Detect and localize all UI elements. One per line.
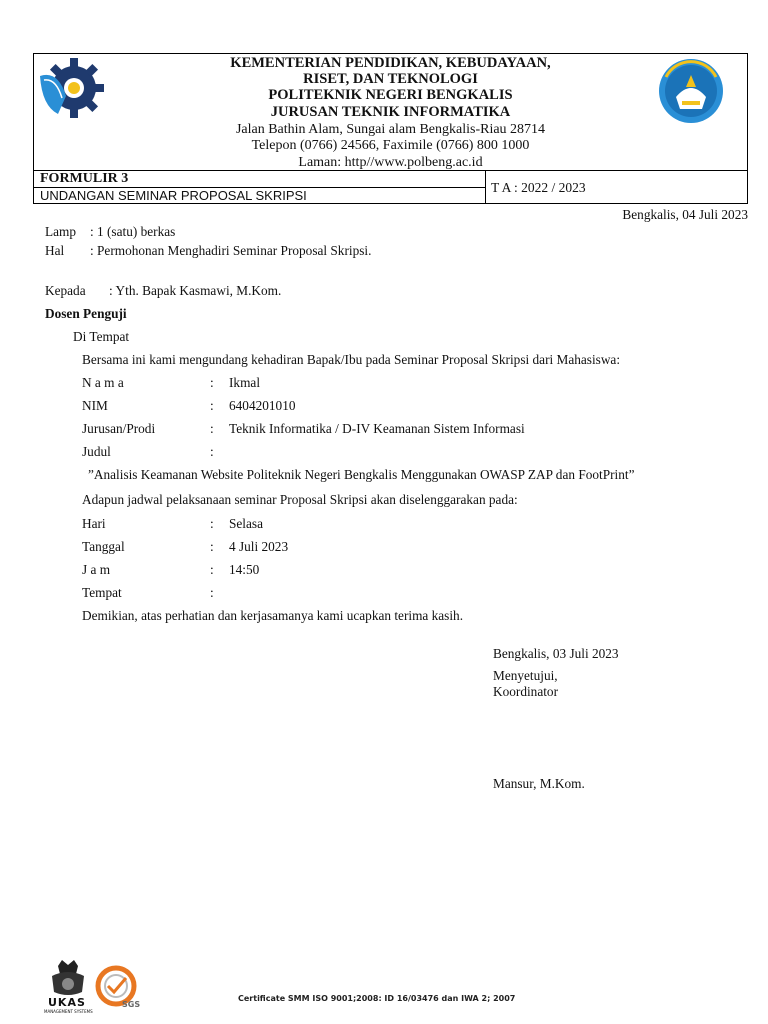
colon: : (210, 398, 214, 413)
student-nim-value: 6404201010 (229, 398, 296, 413)
signature-approval: Menyetujui, (493, 668, 558, 683)
schedule-time-label: J a m (82, 562, 111, 577)
schedule-day-label: Hari (82, 516, 106, 531)
student-name-value: Ikmal (229, 375, 261, 390)
colon: : (210, 375, 214, 390)
thesis-title: ”Analisis Keamanan Website Politeknik Negeri Bengkalis Menggunakan OWASP ZAP dan FootPrint” (88, 467, 635, 482)
phone: Telepon (0766) 24566, Faximile (0766) 800 1000 (251, 138, 530, 153)
schedule-day-value: Selasa (229, 516, 263, 531)
schedule-date-label: Tanggal (82, 539, 125, 554)
sgs-text: SGS (122, 1000, 141, 1009)
schedule-intro: Adapun jadwal pelaksanaan seminar Proposal Skripsi akan diselenggarakan pada: (82, 492, 518, 507)
signature-date: Bengkalis, 03 Juli 2023 (493, 646, 619, 661)
recipient-role: Dosen Penguji (45, 306, 127, 321)
student-prodi-label: Jurusan/Prodi (82, 421, 156, 436)
student-name-label: N a m a (82, 375, 124, 390)
website: Laman: http//www.polbeng.ac.id (298, 155, 483, 170)
closing-text: Demikian, atas perhatian dan kerjasamanya kami ucapkan terima kasih. (82, 608, 464, 623)
form-title: UNDANGAN SEMINAR PROPOSAL SKRIPSI (40, 188, 307, 203)
academic-year: T A : 2022 / 2023 (491, 180, 586, 195)
ministry-line-2: RISET, DAN TEKNOLOGI (303, 71, 478, 87)
lamp-label: Lamp (45, 224, 77, 239)
ukas-subtext: MANAGEMENT SYSTEMS (44, 1009, 93, 1014)
address: Jalan Bathin Alam, Sungai alam Bengkalis-Riau 28714 (235, 122, 546, 137)
form-number: FORMULIR 3 (40, 171, 129, 186)
letterhead-column-divider (485, 170, 486, 203)
lamp-value: : 1 (satu) berkas (90, 224, 176, 239)
colon: : (210, 421, 214, 436)
sgs-logo (94, 962, 144, 1014)
kepada-label: Kepada (45, 283, 86, 298)
schedule-place-label: Tempat (82, 585, 122, 600)
recipient-location: Di Tempat (73, 329, 130, 344)
colon: : (210, 516, 214, 531)
signature-role: Koordinator (493, 684, 558, 699)
colon: : (210, 585, 214, 600)
schedule-date-value: 4 Juli 2023 (229, 539, 289, 554)
hal-label: Hal (45, 243, 65, 258)
student-nim-label: NIM (82, 398, 108, 413)
schedule-time-value: 14:50 (229, 562, 260, 577)
letter-date: Bengkalis, 04 Juli 2023 (622, 207, 748, 222)
student-judul-label: Judul (82, 444, 111, 459)
invitation-intro: Bersama ini kami mengundang kehadiran Bapak/Ibu pada Seminar Proposal Skripsi dari Mahasiswa: (82, 352, 621, 367)
certificate-text: Certificate SMM ISO 9001;2008: ID 16/03476 dan IWA 2; 2007 (238, 994, 516, 1003)
colon: : (210, 562, 214, 577)
hal-value: : Permohonan Menghadiri Seminar Proposal Skripsi. (90, 243, 372, 258)
kepada-value: : Yth. Bapak Kasmawi, M.Kom. (109, 283, 282, 298)
ukas-text: UKAS (48, 996, 86, 1009)
student-prodi-value: Teknik Informatika / D-IV Keamanan Sistem Informasi (229, 421, 525, 436)
colon: : (210, 444, 214, 459)
department-name: JURUSAN TEKNIK INFORMATIKA (270, 104, 511, 120)
signatory-name: Mansur, M.Kom. (493, 776, 585, 791)
ministry-line-1: KEMENTERIAN PENDIDIKAN, KEBUDAYAAN, (230, 55, 551, 71)
institution-name: POLITEKNIK NEGERI BENGKALIS (268, 87, 513, 103)
colon: : (210, 539, 214, 554)
ukas-logo (42, 958, 94, 1018)
